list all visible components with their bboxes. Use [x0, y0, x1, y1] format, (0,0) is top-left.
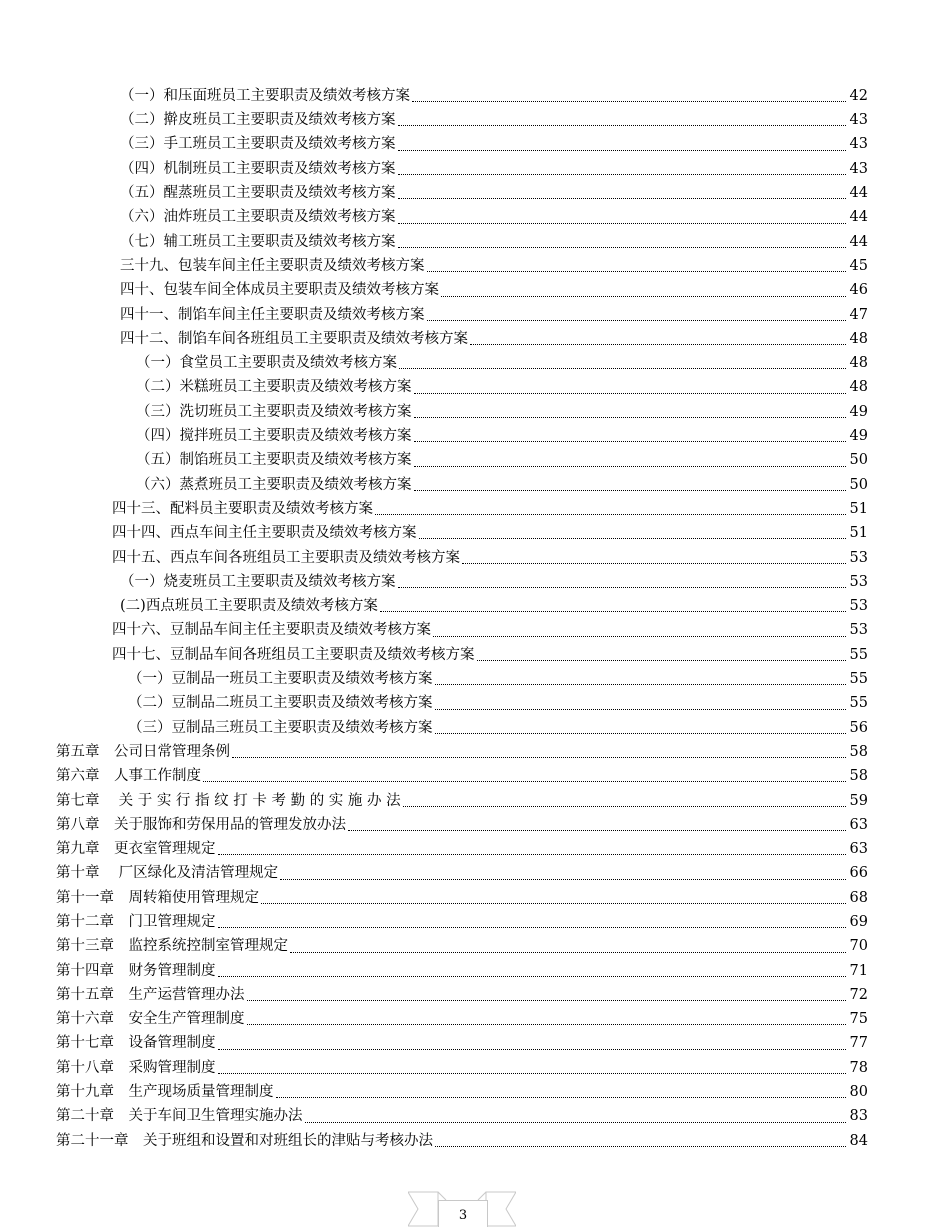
toc-entry-page: 48 [849, 355, 868, 372]
toc-entry-title: （一）烧麦班员工主要职责及绩效考核方案 [120, 573, 396, 590]
toc-entry[interactable] [0, 133, 950, 157]
toc-entry-page: 68 [849, 889, 868, 906]
toc-entry[interactable] [0, 473, 950, 497]
toc-entry-page: 44 [849, 233, 868, 250]
toc-dot-leader [232, 756, 846, 758]
toc-entry[interactable] [0, 230, 950, 254]
toc-entry-page: 51 [849, 500, 868, 517]
toc-entry-page: 78 [849, 1059, 868, 1076]
toc-entry-page: 55 [849, 695, 868, 712]
toc-entry[interactable] [0, 84, 950, 108]
toc-dot-leader [276, 1096, 847, 1098]
toc-entry[interactable] [0, 1129, 950, 1153]
toc-entry-title: （五）制馅班员工主要职责及绩效考核方案 [136, 452, 412, 469]
toc-entry-page: 43 [849, 136, 868, 153]
toc-dot-leader [414, 465, 847, 467]
toc-entry-title: （六）蒸煮班员工主要职责及绩效考核方案 [136, 476, 412, 493]
toc-entry[interactable] [0, 983, 950, 1007]
toc-dot-leader [435, 732, 847, 734]
toc-entry-title: 三十九、包装车间主任主要职责及绩效考核方案 [120, 257, 425, 274]
toc-entry-title: 第十四章 财务管理制度 [56, 962, 216, 979]
toc-entry[interactable] [0, 278, 950, 302]
toc-entry-title: 第二十一章 关于班组和设置和对班组长的津贴与考核办法 [56, 1132, 433, 1149]
toc-dot-leader [398, 124, 847, 126]
toc-entry-page: 49 [849, 428, 868, 445]
toc-entry-title: 第十六章 安全生产管理制度 [56, 1011, 245, 1028]
toc-dot-leader [247, 999, 847, 1001]
page-number: 3 [438, 1200, 488, 1227]
toc-entry-page: 63 [849, 816, 868, 833]
toc-dot-leader [414, 392, 847, 394]
toc-entry-title: 第十八章 采购管理制度 [56, 1059, 216, 1076]
toc-dot-leader [414, 440, 847, 442]
toc-entry[interactable] [0, 691, 950, 715]
toc-entry-page: 63 [849, 841, 868, 858]
toc-dot-leader [427, 270, 847, 272]
toc-entry[interactable] [0, 376, 950, 400]
toc-entry-title: 四十四、西点车间主任主要职责及绩效考核方案 [112, 525, 417, 542]
toc-dot-leader [261, 902, 846, 904]
toc-entry[interactable] [0, 1104, 950, 1128]
toc-entry-page: 48 [849, 330, 868, 347]
toc-entry[interactable] [0, 740, 950, 764]
toc-entry[interactable] [0, 1032, 950, 1056]
toc-entry-title: （五）醒蒸班员工主要职责及绩效考核方案 [120, 185, 396, 202]
toc-entry-page: 75 [849, 1011, 868, 1028]
toc-entry[interactable] [0, 254, 950, 278]
toc-entry[interactable] [0, 959, 950, 983]
toc-dot-leader [441, 295, 846, 297]
toc-entry[interactable] [0, 521, 950, 545]
toc-entry-page: 80 [849, 1084, 868, 1101]
toc-entry-page: 43 [849, 112, 868, 129]
toc-entry-title: （二）豆制品二班员工主要职责及绩效考核方案 [128, 695, 433, 712]
toc-dot-leader [218, 1072, 847, 1074]
toc-entry[interactable] [0, 862, 950, 886]
toc-dot-leader [218, 926, 847, 928]
toc-entry-page: 59 [849, 792, 868, 809]
toc-entry-title: (二)西点班员工主要职责及绩效考核方案 [120, 598, 378, 615]
toc-entry[interactable] [0, 1007, 950, 1031]
toc-dot-leader [398, 586, 847, 588]
toc-entry[interactable] [0, 400, 950, 424]
toc-entry-page: 58 [849, 743, 868, 760]
toc-entry-page: 71 [849, 962, 868, 979]
toc-dot-leader [218, 975, 847, 977]
toc-entry[interactable] [0, 886, 950, 910]
toc-dot-leader [280, 878, 846, 880]
toc-entry[interactable] [0, 448, 950, 472]
toc-dot-leader [435, 708, 847, 710]
toc-dot-leader [427, 319, 847, 321]
toc-entry-page: 53 [849, 549, 868, 566]
toc-dot-leader [414, 416, 847, 418]
toc-entry-page: 83 [849, 1108, 868, 1125]
toc-entry[interactable] [0, 619, 950, 643]
toc-dot-leader [375, 513, 846, 515]
toc-dot-leader [380, 610, 846, 612]
toc-entry-page: 51 [849, 525, 868, 542]
toc-entry-page: 45 [849, 257, 868, 274]
toc-dot-leader [218, 1048, 847, 1050]
toc-entry-title: （一）和压面班员工主要职责及绩效考核方案 [120, 87, 410, 104]
toc-dot-leader [398, 246, 847, 248]
toc-entry-page: 42 [849, 87, 868, 104]
toc-entry[interactable] [0, 1056, 950, 1080]
toc-dot-leader [218, 853, 847, 855]
toc-dot-leader [398, 173, 847, 175]
toc-entry-title: 第十三章 监控系统控制室管理规定 [56, 938, 288, 955]
toc-entry-page: 50 [849, 476, 868, 493]
toc-entry[interactable] [0, 424, 950, 448]
toc-entry-page: 43 [849, 160, 868, 177]
toc-entry[interactable] [0, 205, 950, 229]
toc-entry-title: 四十二、制馅车间各班组员工主要职责及绩效考核方案 [120, 330, 468, 347]
toc-dot-leader [435, 1145, 846, 1147]
toc-entry-page: 72 [849, 986, 868, 1003]
toc-entry-title: 第七章 关 于 实 行 指 纹 打 卡 考 勤 的 实 施 办 法 [56, 792, 401, 809]
toc-dot-leader [412, 100, 846, 102]
toc-entry-page: 50 [849, 452, 868, 469]
toc-entry-page: 70 [849, 938, 868, 955]
table-of-contents [0, 84, 950, 1153]
toc-dot-leader [398, 149, 847, 151]
toc-dot-leader [399, 367, 846, 369]
toc-entry[interactable] [0, 327, 950, 351]
toc-entry-title: （四）机制班员工主要职责及绩效考核方案 [120, 160, 396, 177]
toc-entry[interactable] [0, 910, 950, 934]
toc-entry[interactable] [0, 789, 950, 813]
toc-entry[interactable] [0, 667, 950, 691]
toc-entry-title: 第十二章 门卫管理规定 [56, 913, 216, 930]
toc-entry-title: （二）米糕班员工主要职责及绩效考核方案 [136, 379, 412, 396]
toc-entry-page: 58 [849, 768, 868, 785]
toc-entry-page: 66 [849, 865, 868, 882]
toc-entry-title: 第十五章 生产运营管理办法 [56, 986, 245, 1003]
toc-dot-leader [305, 1121, 847, 1123]
toc-entry-title: 四十五、西点车间各班组员工主要职责及绩效考核方案 [112, 549, 460, 566]
toc-dot-leader [403, 805, 846, 807]
toc-entry-title: 第十一章 周转箱使用管理规定 [56, 889, 259, 906]
toc-entry[interactable] [0, 716, 950, 740]
toc-dot-leader [419, 537, 847, 539]
toc-entry-title: 四十一、制馅车间主任主要职责及绩效考核方案 [120, 306, 425, 323]
toc-entry-page: 46 [849, 282, 868, 299]
toc-dot-leader [462, 562, 846, 564]
toc-entry-page: 48 [849, 379, 868, 396]
toc-dot-leader [290, 951, 846, 953]
toc-entry[interactable] [0, 643, 950, 667]
toc-entry-title: （三）豆制品三班员工主要职责及绩效考核方案 [128, 719, 433, 736]
toc-entry-title: 第二十章 关于车间卫生管理实施办法 [56, 1108, 303, 1125]
toc-entry-title: （七）辅工班员工主要职责及绩效考核方案 [120, 233, 396, 250]
toc-entry[interactable] [0, 934, 950, 958]
toc-entry[interactable] [0, 181, 950, 205]
toc-entry-title: 第十章 厂区绿化及清洁管理规定 [56, 865, 279, 882]
toc-entry-page: 47 [849, 306, 868, 323]
toc-dot-leader [398, 197, 847, 199]
toc-entry-title: 第五章 公司日常管理条例 [56, 743, 230, 760]
toc-entry[interactable] [0, 594, 950, 618]
toc-entry-title: 第十九章 生产现场质量管理制度 [56, 1084, 274, 1101]
toc-entry-title: （四）搅拌班员工主要职责及绩效考核方案 [136, 428, 412, 445]
toc-entry[interactable] [0, 108, 950, 132]
toc-entry-page: 77 [849, 1035, 868, 1052]
toc-dot-leader [203, 780, 846, 782]
toc-entry[interactable] [0, 303, 950, 327]
toc-entry-page: 55 [849, 646, 868, 663]
toc-dot-leader [433, 635, 846, 637]
toc-entry-title: 四十七、豆制品车间各班组员工主要职责及绩效考核方案 [112, 646, 475, 663]
toc-entry[interactable] [0, 497, 950, 521]
toc-entry[interactable] [0, 764, 950, 788]
toc-entry[interactable] [0, 157, 950, 181]
toc-entry[interactable] [0, 570, 950, 594]
toc-entry-page: 55 [849, 671, 868, 688]
toc-dot-leader [398, 222, 847, 224]
toc-entry-page: 53 [849, 598, 868, 615]
toc-entry-page: 53 [849, 622, 868, 639]
toc-entry-title: 四十三、配料员主要职责及绩效考核方案 [112, 500, 373, 517]
toc-entry[interactable] [0, 813, 950, 837]
toc-entry-page: 49 [849, 403, 868, 420]
toc-dot-leader [247, 1023, 847, 1025]
toc-entry-title: 四十六、豆制品车间主任主要职责及绩效考核方案 [112, 622, 431, 639]
toc-entry[interactable] [0, 351, 950, 375]
toc-entry-title: 第八章 关于服饰和劳保用品的管理发放办法 [56, 816, 346, 833]
toc-dot-leader [414, 489, 847, 491]
toc-entry-title: 四十、包装车间全体成员主要职责及绩效考核方案 [120, 282, 439, 299]
toc-entry-page: 56 [849, 719, 868, 736]
toc-entry-title: 第九章 更衣室管理规定 [56, 841, 216, 858]
toc-entry-title: （一）豆制品一班员工主要职责及绩效考核方案 [128, 671, 433, 688]
toc-dot-leader [348, 829, 846, 831]
toc-entry-title: （三）手工班员工主要职责及绩效考核方案 [120, 136, 396, 153]
toc-entry[interactable] [0, 546, 950, 570]
toc-entry-page: 44 [849, 209, 868, 226]
toc-entry-title: （二）擀皮班员工主要职责及绩效考核方案 [120, 112, 396, 129]
toc-entry-title: 第十七章 设备管理制度 [56, 1035, 216, 1052]
toc-entry-title: （三）洗切班员工主要职责及绩效考核方案 [136, 403, 412, 420]
toc-entry-title: （一）食堂员工主要职责及绩效考核方案 [136, 355, 397, 372]
toc-dot-leader [470, 343, 846, 345]
toc-entry-page: 44 [849, 185, 868, 202]
toc-entry-title: 第六章 人事工作制度 [56, 768, 201, 785]
toc-entry-page: 53 [849, 573, 868, 590]
toc-entry-page: 69 [849, 913, 868, 930]
toc-entry-title: （六）油炸班员工主要职责及绩效考核方案 [120, 209, 396, 226]
toc-entry[interactable] [0, 1080, 950, 1104]
toc-entry-page: 84 [849, 1132, 868, 1149]
toc-entry[interactable] [0, 837, 950, 861]
toc-dot-leader [435, 683, 847, 685]
toc-dot-leader [477, 659, 847, 661]
